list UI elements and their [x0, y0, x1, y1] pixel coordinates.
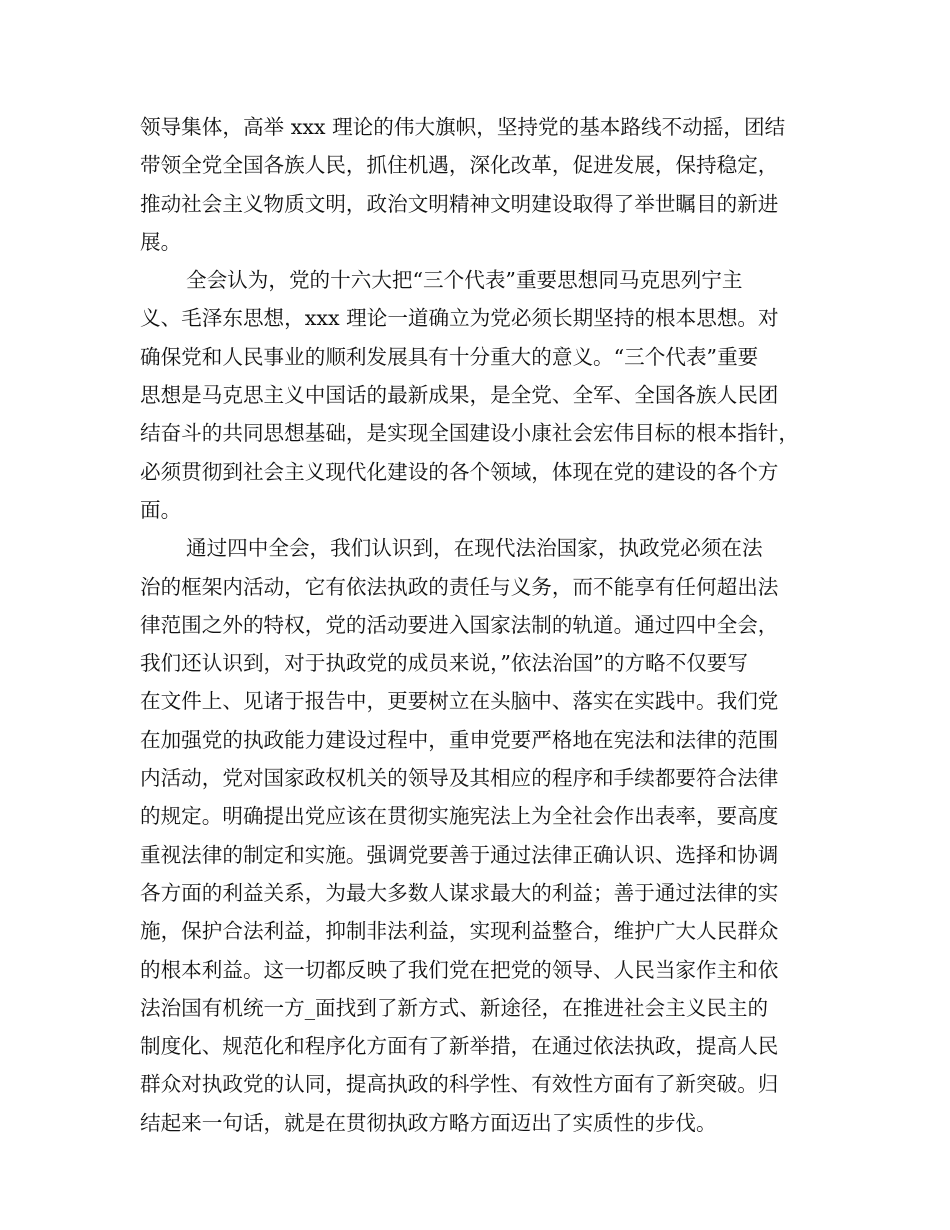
text-line: 各方面的利益关系，为最大多数人谋求最大的利益；善于通过法律的实 [140, 880, 779, 905]
text-line: 在加强党的执政能力建设过程中，重申党要严格地在宪法和法律的范围 [140, 727, 779, 752]
text-line: 的根本利益。这一切都反映了我们党在把党的领导、人民当家作主和依 [140, 957, 779, 982]
text-line: 律范围之外的特权，党的活动要进入国家法制的轨道。通过四中全会， [140, 612, 779, 637]
paragraph-3 [140, 529, 815, 1142]
text-line: 我们还认识到，对于执政党的成员来说，”依法治国”的方略不仅要写 [140, 651, 748, 676]
paragraph-1 [140, 108, 815, 261]
text-line: 结起来一句话，就是在贯彻执政方略方面迈出了实质性的步伐。 [140, 1110, 717, 1135]
paragraph-2 [140, 261, 815, 529]
text-line: 制度化、规范化和程序化方面有了新举措，在通过依法执政，提高人民 [140, 1034, 779, 1059]
text-line: 施，保护合法利益，抑制非法利益，实现利益整合，维护广大人民群众 [140, 919, 779, 944]
text-line: 确保党和人民事业的顺利发展具有十分重大的意义。“三个代表”重要 [140, 344, 759, 369]
text-line: 展。 [140, 229, 182, 254]
text-line: 全会认为，党的十六大把“三个代表”重要思想同马克思列宁主 [186, 268, 743, 293]
text-line: 义、毛泽东思想，xxx 理论一道确立为党必须长期坚持的根本思想。对 [140, 306, 779, 331]
text-line: 内活动，党对国家政权机关的领导及其相应的程序和手续都要符合法律 [140, 766, 779, 791]
document-body [140, 108, 815, 1142]
text-line: 面。 [140, 497, 182, 522]
text-line: 在文件上、见诸于报告中，更要树立在头脑中、落实在实践中。我们党 [140, 689, 779, 714]
text-line: 的规定。明确提出党应该在贯彻实施宪法上为全社会作出表率，要高度 [140, 804, 779, 829]
text-line: 推动社会主义物质文明，政治文明精神文明建设取得了举世瞩目的新进 [140, 191, 779, 216]
text-line: 治的框架内活动，它有依法执政的责任与义务，而不能享有任何超出法 [140, 574, 779, 599]
text-line: 思想是马克思主义中国话的最新成果，是全党、全军、全国各族人民团 [140, 383, 779, 408]
text-line: 群众对执政党的认同，提高执政的科学性、有效性方面有了新突破。归 [140, 1072, 779, 1097]
text-line: 结奋斗的共同思想基础，是实现全国建设小康社会宏伟目标的根本指针， [140, 421, 799, 446]
text-line: 领导集体，高举 xxx 理论的伟大旗帜，坚持党的基本路线不动摇，团结 [140, 115, 786, 139]
text-line: 带领全党全国各族人民，抓住机遇，深化改革，促进发展，保持稳定， [140, 153, 779, 178]
text-line: 必须贯彻到社会主义现代化建设的各个领域，体现在党的建设的各个方 [140, 459, 779, 484]
text-line: 重视法律的制定和实施。强调党要善于通过法律正确认识、选择和协调 [140, 842, 779, 867]
text-line: 法治国有机统一方_面找到了新方式、新途径，在推进社会主义民主的 [140, 995, 769, 1020]
text-line: 通过四中全会，我们认识到，在现代法治国家，执政党必须在法 [186, 536, 763, 561]
